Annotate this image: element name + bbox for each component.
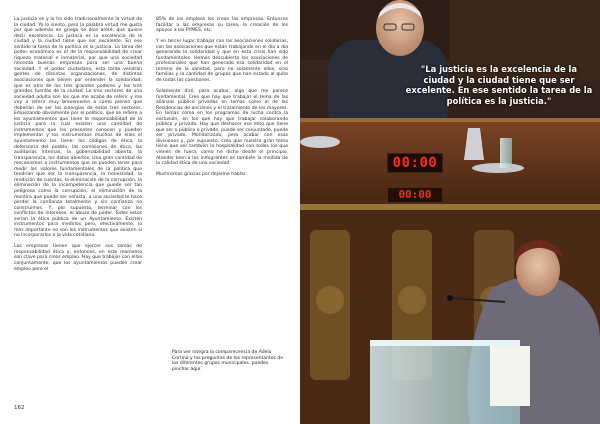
text-column-1	[14, 17, 142, 278]
timer-display: 00:00	[387, 153, 443, 173]
secondary-timer-display: 00:00	[388, 188, 442, 202]
paragraph: 85% de los empleos los crean las empresas. Entonces facilitar a las empresas su tarea, la creación de los apoyos a las PYMES, etc.	[156, 17, 288, 34]
page-number: 162	[14, 405, 25, 411]
text-column-2	[156, 17, 288, 183]
right-page	[300, 0, 600, 424]
paragraph: La justicia es y lo ha sido tradicionalmente la virtud de la ciudad. Yo lo siento, pero la palabra virtud me gusta por que además en griego se dice areté, que quiere decir excelencia. La justicia es la excelencia de la ciudad y la ciudad tiene que ser excelente. En ese sentido la tarea de la política es la justicia. La tarea del poder económico es el de la responsabilidad de crear riqueza material e inmaterial, por que una sociedad necesita buenas empresas para ser una buena sociedad. Y el poder ciudadano, esta tarde vendrán gentes de distintas organizaciones, de distintas asociaciones que tienen por entender la solidaridad, que es otro de los tres grandes poderes y los tres grandes fuerzas de la ciudad. Lo tres sectores de una sociedad adulta son los que me acabo de referir y me voy a referir muy brevemente a como pienso que deberían de ser las sinergias de estos tres sectores. Empezando obviamente por el político, que se refiere a los ayuntamientos que tiene la responsabilidad de la justicia para la cual existen una cantidad de instrumentos que los presentes conocen y pueden implementar y los instrumentos muchos de ellos el ayuntamiento los tiene: los códigos de ética, la defensoría del pueblo, las comisiones de ética, las auditorías internas, la gobernabilidad abierta, la transparencia, los datos abiertos. Una gran cantidad de mecanismos e instrumentos que se pueden tener para medir los valores fundamentales de la política que tendrían que ser la transparencia, la honestidad, la rendición de cuentas, la eliminación de la corrupción, la eliminación de la incompetencia que puede ser tan peligrosa como la corrupción, el eliminación de la mentira que puede ser nefasta, a una sociedad le hace perder la confianza totalmente y sin confianza no construimos. Y, por supuesto, terminar con los conflictos de intereses, el abuso de poder. Todos estos serían la ética pública de un Ayuntamiento. Existen instrumentos para medirlos pero, efectivamente, lo más importante no son los instrumentos que existen si no incorporarlos a la vida cotidiana.	[14, 17, 142, 239]
paragraph: Muchísimas gracias por dejarme hablar.	[156, 172, 247, 178]
background-man-head	[376, 0, 424, 56]
paragraph: Solamente diré, para acabar, algo que me parece fundamental. Creo que hay que trabajar el tema de las alianzas público privadas en temas como el de las Residencias de ancianos y el tratamiento de los mayores. En temas como en los programas de lucha contra la exclusión, en los que hay que trabajar colaborando público y privado. Hay que deshacer ese mito que tiene que ser o público o privado, puede ser conjuntado, puede ser privado. Monitorizado, pero acabar con esas divisiones y, por supuesto, creo que nuestro gran tema tiene que ser también la hospitalidad con todos los que vienen de fuera, como he dicho desde el principio. Atender bien a los inmigrantes es también la medida de la calidad ética de una sociedad.	[156, 89, 288, 167]
paragraph: Y en tercer lugar trabajar con las asociaciones solidarias, con las asociaciones que están trabajando en el día a día generando la solidaridad y que en esta crisis han sido fundamentales. Hemos descubierto las asociaciones de profesionales que han generado esa solidaridad en el terreno de la sanidad, pero no solamente ellos, sino familias y la cantidad de grupos que han estado al quite de todas las cuestiones.	[156, 39, 288, 83]
paragraph: Las empresas tienen que ejercer sus tareas de responsabilidad ética y, entonces, en este momento son clave para crear empleo. Hay que trabajar con ellas conjuntamente, que los ayuntamientos pueden crear empleo pero el	[14, 244, 142, 272]
video-link-caption[interactable]: Para ver íntegra la comparecencia de Adela Cortina y las preguntas de los representantes de los diferentes grupos municipales, puedes pinchar aquí.	[172, 350, 284, 372]
pull-quote: "La justicia es la excelencia de la ciudad y la ciudad tiene que ser excelente. En ese sentido la tarea de la política es la justicia."	[405, 64, 593, 106]
